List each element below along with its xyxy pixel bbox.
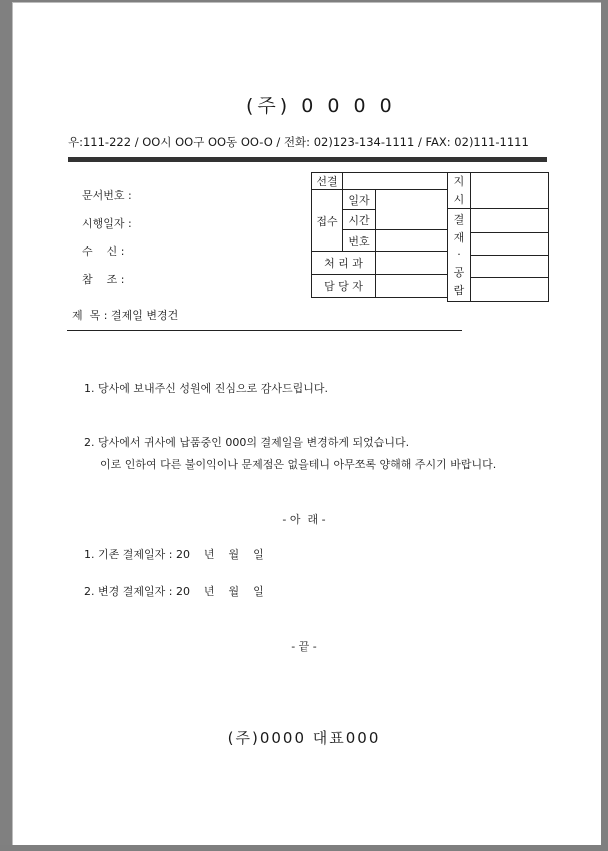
window-frame-left [0, 0, 12, 851]
subject-line: 제 목 : 결제일 변경건 [72, 309, 179, 322]
end-mark: - 끝 - [291, 640, 317, 653]
approval-row-4 [471, 278, 549, 302]
approval-row-3 [471, 256, 549, 278]
cell-sigan: 시간 [343, 210, 376, 230]
subject-underline [67, 330, 462, 331]
cell-jisi [448, 173, 471, 209]
signature-line: (주)0000 대표000 [227, 729, 381, 747]
cell-jeopsu: 접수 [312, 190, 343, 252]
cell-gyeoljae [448, 209, 471, 302]
cell-jisi-value [471, 173, 549, 209]
header-rule [68, 157, 547, 162]
document-page [12, 2, 601, 845]
jisi-char-1: 지 [453, 175, 465, 188]
field-reference: 참 조 : [82, 273, 125, 286]
cell-ilja-value [376, 190, 448, 230]
gyeoljae-char-4: 공 [453, 265, 465, 279]
body-paragraph-2-line-2: 이로 인하여 다른 불이익이나 문제점은 없을테니 아무쪼록 양해해 주시기 바랍니다. [100, 458, 497, 471]
cell-ilja: 일자 [343, 190, 376, 210]
field-recipient: 수 신 : [82, 245, 125, 258]
cell-beonho-value [376, 230, 448, 252]
gyeoljae-char-5: 람 [453, 283, 465, 297]
arae-heading: - 아 래 - [282, 513, 326, 526]
cell-cheorigwa-value [376, 252, 448, 275]
company-title: (주) 0 0 0 0 [246, 95, 396, 117]
window-frame-bottom [0, 845, 608, 851]
item-existing-date: 1. 기존 결제일자 : 20 년 월 일 [84, 548, 264, 561]
body-paragraph-2-line-1: 2. 당사에서 귀사에 납품중인 000의 결제일을 변경하게 되었습니다. [84, 436, 410, 449]
receipt-box [311, 172, 448, 298]
field-doc-number: 문서번호 : [82, 189, 132, 202]
cell-damdangja: 담 당 자 [312, 275, 376, 298]
approval-box [447, 172, 549, 302]
cell-cheorigwa: 처 리 과 [312, 252, 376, 275]
approval-row-1 [471, 209, 549, 233]
window-frame-right [601, 0, 608, 851]
item-changed-date: 2. 변경 결제일자 : 20 년 월 일 [84, 585, 264, 598]
cell-damdangja-value [376, 275, 448, 298]
field-issue-date: 시행일자 : [82, 217, 132, 230]
gyeoljae-char-2: 재 [453, 230, 465, 244]
gyeoljae-char-1: 결 [453, 213, 465, 227]
approval-row-2 [471, 233, 549, 256]
cell-seongyeol: 선결 [312, 173, 343, 190]
gyeoljae-char-3: · [457, 248, 461, 262]
body-paragraph-1: 1. 당사에 보내주신 성원에 진심으로 감사드립니다. [84, 382, 328, 395]
company-address: 우:111-222 / OO시 OO구 OO동 OO-O / 전화: 02)123-134-1111 / FAX: 02)111-1111 [68, 135, 529, 149]
cell-seongyeol-value [343, 173, 448, 190]
cell-beonho: 번호 [343, 230, 376, 252]
jisi-char-2: 시 [453, 192, 465, 206]
